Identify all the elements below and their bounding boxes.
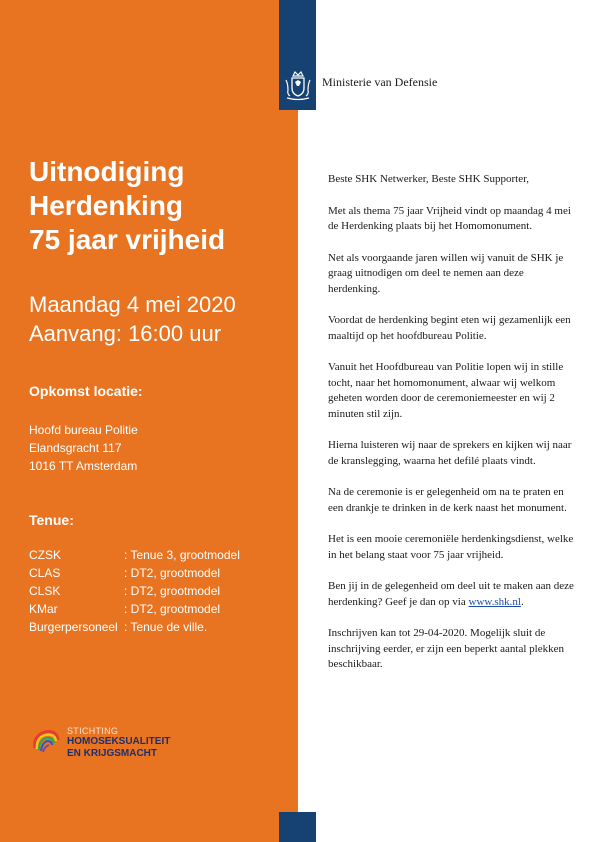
event-date-time xyxy=(29,290,236,348)
royal-coat-of-arms-icon xyxy=(283,70,313,102)
title-line: Uitnodiging xyxy=(29,156,185,187)
tenue-unit: KMar xyxy=(29,602,58,616)
paragraph: Inschrijven kan tot 29-04-2020. Mogelijk sluit de inschrijving eerder, er zijn een beperkt aantal plekken beschikbaar. xyxy=(328,627,564,670)
logo-text-stichting: STICHTING xyxy=(67,726,119,736)
ministry-band-bottom xyxy=(279,812,316,842)
paragraph: Voordat de herdenking begint eten wij gezamenlijk een maaltijd op het hoofdbureau Politie. xyxy=(328,314,571,342)
tenue-dress: : Tenue 3, grootmodel xyxy=(124,548,240,562)
tenue-list xyxy=(29,546,240,636)
invitation-title xyxy=(29,155,269,257)
address-line: Elandsgracht 117 xyxy=(29,441,122,455)
paragraph: Net als voorgaande jaren willen wij vanuit de SHK je graag uitnodigen om deel te nemen aan deze herdenking. xyxy=(328,251,564,295)
tenue-unit: Burgerpersoneel xyxy=(29,620,118,634)
tenue-dress: : DT2, grootmodel xyxy=(124,584,221,598)
tenue-dress: : DT2, grootmodel xyxy=(124,602,221,616)
shk-logo xyxy=(31,726,201,768)
rainbow-ring-logo-icon xyxy=(31,728,61,756)
tenue-row xyxy=(29,582,240,600)
paragraph: Na de ceremonie is er gelegenheid om na te praten en een drankje te drinken in de kerk naast het monument. xyxy=(328,486,567,514)
tenue-row xyxy=(29,546,240,564)
signup-text-end: . xyxy=(520,595,524,608)
logo-text-krijgsmacht: EN KRIJGSMACHT xyxy=(67,748,158,759)
letter-body xyxy=(328,172,576,689)
address-line: Hoofd bureau Politie xyxy=(29,423,138,437)
ministry-name: Ministerie van Defensie xyxy=(322,75,438,89)
tenue-dress: : DT2, grootmodel xyxy=(124,566,221,580)
tenue-unit: CLSK xyxy=(29,584,61,598)
location-heading: Opkomst locatie: xyxy=(29,383,143,399)
tenue-row xyxy=(29,564,240,582)
location-address xyxy=(29,421,138,475)
greeting: Beste SHK Netwerker, Beste SHK Supporter, xyxy=(328,173,530,185)
logo-text-homoseksualiteit: HOMOSEKSUALITEIT xyxy=(67,736,171,747)
shk-website-link[interactable]: www.shk.nl xyxy=(468,595,521,608)
tenue-dress: : Tenue de ville. xyxy=(124,620,208,634)
paragraph: Het is een mooie ceremoniële herdenkingsdienst, welke in het belang staat voor 75 jaar vrijheid. xyxy=(328,533,574,561)
tenue-unit: CLAS xyxy=(29,566,61,580)
tenue-heading: Tenue: xyxy=(29,512,74,528)
tenue-row xyxy=(29,600,240,618)
tenue-row xyxy=(29,618,240,636)
event-time: Aanvang: 16:00 uur xyxy=(29,321,222,346)
title-line: 75 jaar vrijheid xyxy=(29,224,226,255)
address-line: 1016 TT Amsterdam xyxy=(29,459,138,473)
signup-text: Ben jij in de gelegenheid om deel uit te maken aan deze herdenking? Geef je dan op via xyxy=(328,580,574,608)
tenue-unit: CZSK xyxy=(29,548,62,562)
paragraph: Met als thema 75 jaar Vrijheid vindt op maandag 4 mei de Herdenking plaats bij het Homomonument. xyxy=(328,204,571,232)
event-date: Maandag 4 mei 2020 xyxy=(29,292,236,317)
paragraph: Hierna luisteren wij naar de sprekers en kijken wij naar de kranslegging, waarna het defilé plaats vindt. xyxy=(328,439,572,467)
paragraph-signup xyxy=(328,579,576,610)
paragraph: Vanuit het Hoofdbureau van Politie lopen wij in stille tocht, naar het homomonument, alwaar wij welkom geheten worden door de ceremoniemeester en wij 2 minuten stil zijn. xyxy=(328,361,564,420)
title-line: Herdenking xyxy=(29,190,184,221)
